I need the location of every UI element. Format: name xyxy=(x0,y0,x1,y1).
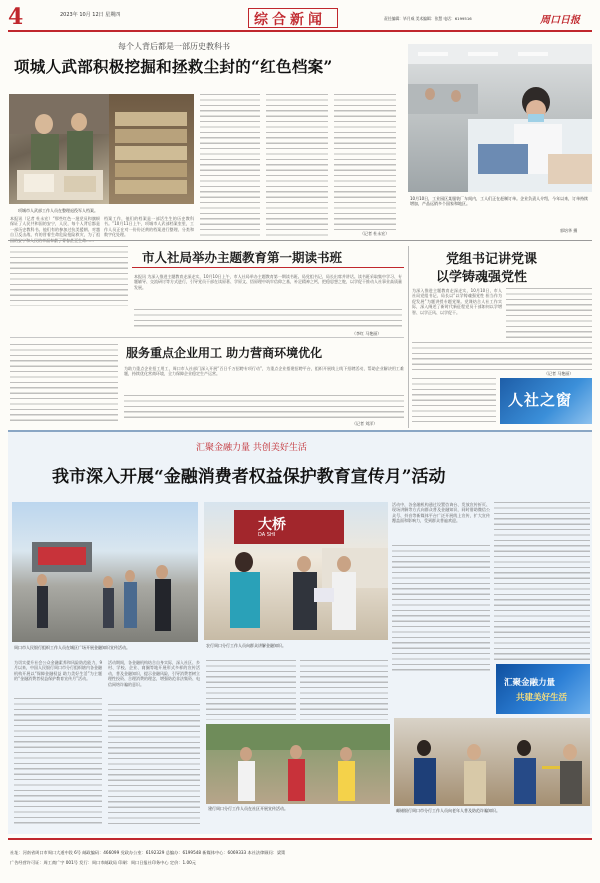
article2-headline xyxy=(132,248,404,268)
renshe-banner-text: 人社之窗 xyxy=(508,391,573,409)
bank-sign-text: 大桥 xyxy=(258,517,286,533)
factory-photographer: 郭培华 摄 xyxy=(560,228,578,233)
bank-front-illustration xyxy=(204,502,388,640)
finance-caption-3: 建行周口分行工作人员在社区开展宣传活动。 xyxy=(208,806,288,811)
finance-banner-line1: 汇聚金融力量 xyxy=(504,678,556,688)
article1-headline: 项城人武部积极挖掘和拯救尘封的“红色档案” xyxy=(14,57,333,76)
page-number: 4 xyxy=(8,4,24,30)
header-rule xyxy=(8,30,592,32)
issue-date: 2023年 10月 12日 星期四 xyxy=(60,12,121,18)
article5-body-b: 活动期间，各金融机构结合自身实际，深入社区、乡村、学校、企业、商圈等地开展形式多样的宣传活动，普及金融知识，提示金融风险，引导消费者树立理性投资、合理消费的理念，增强防范非法集资、电信网络诈骗的意识。 xyxy=(108,660,200,687)
photo-archive-staff xyxy=(9,94,109,204)
article5-left-col-b xyxy=(108,704,200,826)
factory-photo-caption: 10月10日，工业园区某服装厂车间内，工人们正在赶制订单。企业负责人介绍，今年以来，订单持续增加，产品远销多个国家和地区。 xyxy=(410,196,589,206)
footer-line-1: 社址：河南省周口市周口大道中段 6号 邮政编码：466099 党政办公室：6192329 总编办：6199548 新媒体中心：6069333 本社法律顾问：梁策 xyxy=(10,850,286,855)
article5-mid-col xyxy=(206,660,296,720)
article1-body-b: 档案工作，他们的档案是一部活生生的历史教科书。”10月11日上午，项城市人武部档案室里，工作人员正在对一份份泛黄的档案进行整理、分类和数字化处理。 xyxy=(104,216,194,238)
article1-body-columns-3 xyxy=(334,94,396,230)
article5-mid-col-2 xyxy=(300,660,388,720)
article4-body-columns-2 xyxy=(412,342,592,370)
finance-caption-1: 周口市人民银行组织工作人员在城区广场开展金融知识宣传活动。 xyxy=(14,645,130,650)
article4-headline-line2: 以学铸魂强党性 xyxy=(436,270,528,285)
rule-top-block xyxy=(8,240,592,241)
finance-caption-4: 邮储银行周口市分行工作人员向老年人普及防范诈骗知识。 xyxy=(396,808,500,813)
photo-garment-factory xyxy=(408,44,592,192)
article2-intro-column xyxy=(10,246,128,306)
article5-body-a: 为切实提升社会公众金融素养和风险防范能力，9月以来，中国人民银行周口市分行组织辖内各金融机构开展以“保障金融权益 助力美好生活”为主题的“金融消费者权益保护教育宣传月”活动。 xyxy=(14,660,102,682)
finance-banner-line2: 共建美好生活 xyxy=(516,693,568,703)
article1-body-columns-2 xyxy=(266,94,328,236)
archive-staff-illustration xyxy=(9,94,109,204)
article1-kicker: 每个人背后都是一部历史教科书 xyxy=(118,42,230,51)
article4-body: 为深入推进主题教育走深走实，10月10日，市人社局党组书记、局长以“以学铸魂强党性 担当作为促发展”为题讲授专题党课。党课结合人社工作实际，深入阐述了新时代新征程党员干部如何以学增智、以学正风、以学促干。 xyxy=(412,288,502,315)
article4-body-columns xyxy=(506,288,592,338)
community-illustration xyxy=(206,724,390,804)
archive-boxes-illustration xyxy=(109,94,194,204)
bank-sign-sub: DA SHI xyxy=(258,532,276,538)
photo-elderly-publicity xyxy=(394,718,590,806)
rule-left-mid xyxy=(10,337,404,338)
renshe-banner xyxy=(500,378,592,424)
rule-vertical-mid xyxy=(408,246,409,428)
article1-body-a: 本报讯（记者 杜永宏）“那些红色一批党员和旗帜保证了人民共和国的安宁，人民，每个人背后都是一部历史教科书。他们有的参加过抗美援朝、对越自卫反击战，有的冒着生命危险抢险救灾，为了祖 xyxy=(10,216,100,238)
article4-byline: （记者 马艳丽） xyxy=(544,371,574,376)
article1-photo-caption: 项城市人武部工作人员在整理退役军人档案。 xyxy=(18,208,98,213)
footer-rule xyxy=(8,838,592,840)
article3-body-columns xyxy=(124,395,404,421)
article5-body-c: 活动中，各金融机构通过设置咨询台、发放宣传折页、现场讲解等方式向群众普及金融知识，同时借助微信公众号、抖音等新媒体平台广泛开展线上宣传，扩大宣传覆盖面和影响力，受到群众普遍欢迎。 xyxy=(392,502,490,524)
article4-tail-column xyxy=(412,378,496,422)
article2-headline-text: 市人社局举办主题教育第一期读书班 xyxy=(142,250,343,265)
finance-caption-2: 农行周口分行工作人员向群众讲解金融知识。 xyxy=(206,643,286,648)
article3-byline: （记者 刘洋） xyxy=(352,421,378,426)
article1-body-columns xyxy=(200,94,260,236)
article1-byline: （记者 杜永宏） xyxy=(360,231,390,236)
photo-community-publicity xyxy=(206,724,390,804)
elderly-illustration xyxy=(394,718,590,806)
footer-line-2: 广告经营许可证：周工商广字 001号 发行：周口市邮政局 印刷：周口日报社印务中心 定价：1.00元 xyxy=(10,860,196,865)
article2-byline: （李红 马艳丽） xyxy=(352,331,382,336)
newspaper-logo: 周口日报 xyxy=(540,15,580,26)
article2-body: 本报讯 为深入推进主题教育走深走实，10月10日上午，市人社局举办主题教育第一期读书班。局党组书记、局长出席并讲话。读书班采取集中学习、专题辅导、交流研讨等方式进行，引导党员干部在读原著、学原文、悟原理中筑牢信仰之基，补足精神之钙，把稳思想之舵，以学促干推动人社事业高质量发展。 xyxy=(134,274,402,290)
article5-left-col-a xyxy=(14,698,102,826)
article3-body: 为助力重点企业招工用工，周口市人社部门深入开展“百日千万招聘专项行动”，为重点企业搭建招聘平台，组织开展线上线下招聘活动，帮助企业解决用工难题，持续优化营商环境，全力保障企业稳定生产运营。 xyxy=(124,366,404,377)
finance-banner xyxy=(496,664,590,714)
photo-bank-front xyxy=(204,502,388,640)
plaza-illustration xyxy=(12,502,198,642)
photo-plaza-publicity xyxy=(12,502,198,642)
section-title: 综合新闻 xyxy=(254,12,326,28)
garment-factory-illustration xyxy=(408,44,592,192)
article2-body-columns xyxy=(134,309,402,329)
editor-info: 责任编辑：毕月威 美术编辑：张慧 电话：6199516 xyxy=(384,16,472,21)
article3-headline: 服务重点企业用工 助力营商环境优化 xyxy=(126,346,323,360)
article3-intro-column xyxy=(10,344,118,424)
article5-right-col-b xyxy=(494,502,590,662)
article5-headline: 我市深入开展“金融消费者权益保护教育宣传月”活动 xyxy=(52,467,446,487)
article5-kicker: 汇聚金融力量 共创美好生活 xyxy=(196,443,307,453)
photo-archive-boxes xyxy=(109,94,194,204)
article4-headline-line1: 党组书记讲党课 xyxy=(446,252,538,267)
article5-right-col-a xyxy=(392,545,490,673)
